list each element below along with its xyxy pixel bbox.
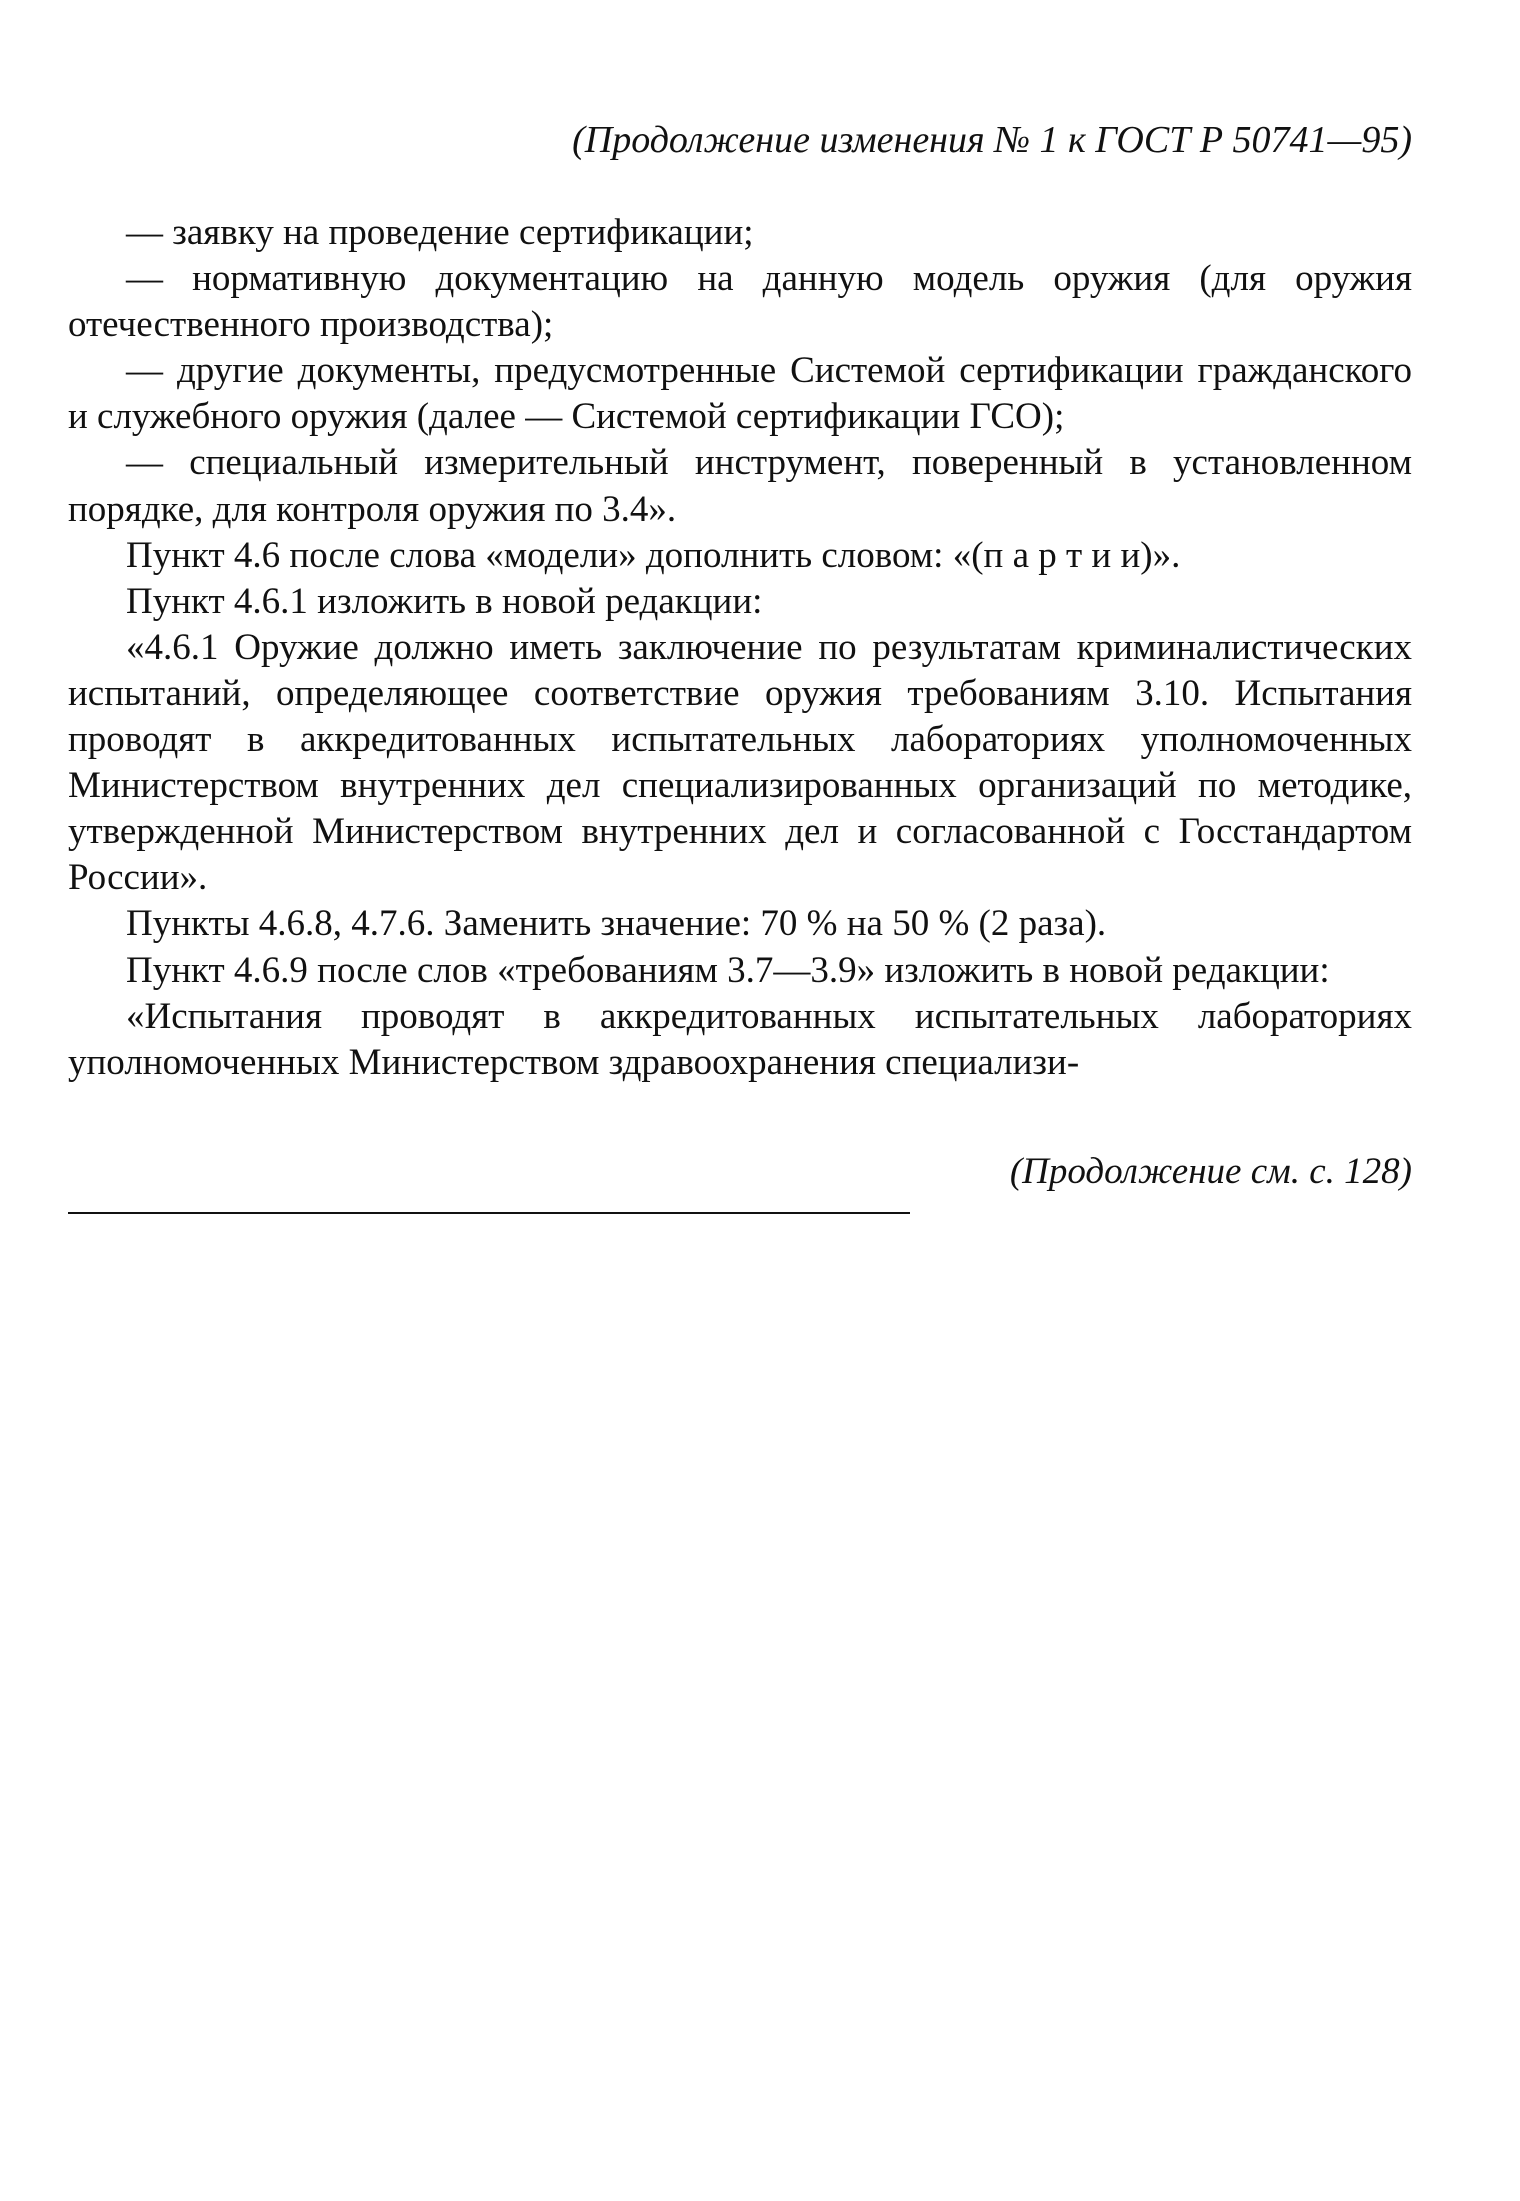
paragraph-item-4-6-9-intro: Пункт 4.6.9 после слов «требованиям 3.7—3.9» изложить в новой редакции: [126,949,1330,991]
list-item-normative-docs: — нормативную документацию на данную модель оружия (для оружия отечественного производства); [68,258,1412,346]
paragraph-item-4-6-1-text: «4.6.1 Оружие должно иметь заключение по результатам криминалистических испытаний, определяющее соответствие оружия требованиям 3.10. Испытания проводят в аккредитованных испытательных лабораториях уполномоченных Министерством внутренних дел специализированных организаций по методике, утвержденной Министерством внутренних дел и согласованной с Госстандартом России». [68,626,1412,899]
paragraph-item-4-6: Пункт 4.6 после слова «модели» дополнить словом: «(п а р т и и)». [126,534,1181,576]
continuation-footer: (Продолжение см. с. 128) [1009,1151,1412,1192]
paragraph-item-4-6-9-text: «Испытания проводят в аккредитованных испытательных лабораториях уполномоченных Министерством здравоохранения специализи- [68,995,1412,1083]
footer-divider [68,1212,910,1214]
body-text [68,210,1412,1086]
paragraph-item-4-6-1-intro: Пункт 4.6.1 изложить в новой редакции: [126,580,763,622]
continuation-header: (Продолжение изменения № 1 к ГОСТ Р 50741—95) [572,119,1412,161]
list-item-measuring-tool: — специальный измерительный инструмент, поверенный в установленном порядке, для контроля оружия по 3.4». [68,442,1412,530]
paragraph-items-4-6-8: Пункты 4.6.8, 4.7.6. Заменить значение: 70 % на 50 % (2 раза). [126,903,1107,945]
list-item-other-docs: — другие документы, предусмотренные Системой сертификации гражданского и служебного оружия (далее — Системой сертификации ГСО); [68,350,1412,438]
list-item-application: — заявку на проведение сертификации; [126,212,754,253]
